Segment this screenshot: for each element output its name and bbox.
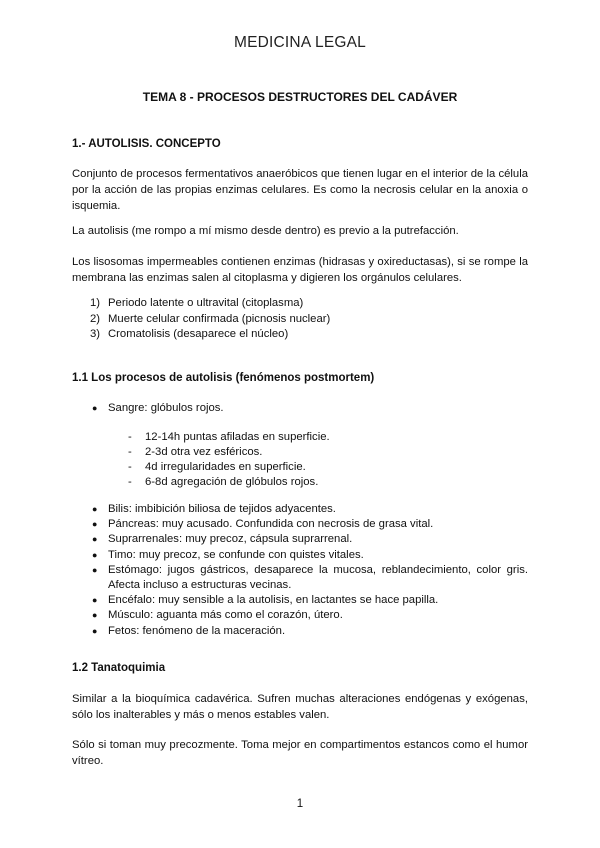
section-1-paragraph-1: Conjunto de procesos fermentativos anaeróbicos que tienen lugar en el interior de la célula por la acción de las propias enzimas celulares. Es como la necrosis celular en la anoxia o isquemia. <box>72 168 528 212</box>
list-item <box>128 460 428 475</box>
list-item <box>92 502 528 517</box>
list-item-text: Estómago: jugos gástricos, desaparece la mucosa, reblandecimiento, color gris. Afecta incluso a estructuras vecinas. <box>108 563 528 592</box>
section-1-paragraph-2: La autolisis (me rompo a mí mismo desde dentro) es previo a la putrefacción. <box>72 225 459 237</box>
list-item <box>92 548 528 563</box>
list-item <box>92 517 528 532</box>
page-number: 1 <box>296 798 304 810</box>
dash-icon: - <box>128 476 132 488</box>
section-1-paragraph-3: Los lisosomas impermeables contienen enzimas (hidrasas y oxireductasas), si se rompe la membrana las enzimas salen al citoplasma y digieren los orgánulos celulares. <box>72 256 528 284</box>
autolysis-phases-list <box>90 296 510 343</box>
list-item-text: 4d irregularidades en superficie. <box>145 461 306 473</box>
bullet-icon: ● <box>92 625 98 636</box>
bullet-icon: ● <box>92 403 98 413</box>
sangre-bullet <box>92 401 528 416</box>
list-item <box>92 401 528 416</box>
list-item <box>92 563 528 593</box>
list-item-text: Encéfalo: muy sensible a la autolisis, en lactantes se hace papilla. <box>108 594 439 607</box>
dash-icon: - <box>128 446 132 458</box>
list-item <box>128 475 428 490</box>
list-item-text: Músculo: aguanta más como el corazón, útero. <box>108 609 343 622</box>
list-item <box>128 430 428 445</box>
bullet-icon: ● <box>92 610 98 621</box>
list-item <box>90 296 510 312</box>
section-1-2-paragraph-2: Sólo si toman muy precozmente. Toma mejor en compartimentos estancos como el humor vítreo. <box>72 739 528 767</box>
section-1-heading: 1.- AUTOLISIS. CONCEPTO <box>72 138 221 150</box>
bullet-icon: ● <box>92 595 98 606</box>
sangre-sublist <box>128 430 428 490</box>
bullet-icon: ● <box>92 564 98 575</box>
list-item-text: Fetos: fenómeno de la maceración. <box>108 624 286 637</box>
list-item-text: Bilis: imbibición biliosa de tejidos adyacentes. <box>108 503 336 515</box>
dash-icon: - <box>128 461 132 473</box>
section-1-2-paragraph-1: Similar a la bioquímica cadavérica. Sufren muchas alteraciones endógenas y exógenas, sólo los inalterables y más o menos estables valen. <box>72 693 528 721</box>
list-number: 1) <box>90 297 101 309</box>
list-item-text: Cromatolisis (desaparece el núcleo) <box>108 328 289 340</box>
bullet-icon: ● <box>92 504 98 514</box>
list-item-text: Sangre: glóbulos rojos. <box>108 402 224 414</box>
list-item-text: Periodo latente o ultravital (citoplasma) <box>108 297 304 309</box>
list-item-text: 12-14h puntas afiladas en superficie. <box>145 431 330 443</box>
list-item-text: Timo: muy precoz, se confunde con quistes vitales. <box>108 548 364 561</box>
list-item <box>92 593 528 608</box>
list-item <box>92 624 528 639</box>
organ-bullet-list <box>92 502 528 639</box>
document-header: MEDICINA LEGAL <box>233 34 366 51</box>
section-1-2-heading: 1.2 Tanatoquimia <box>72 662 166 674</box>
section-1-1-heading: 1.1 Los procesos de autolisis (fenómenos postmortem) <box>72 372 375 384</box>
bullet-icon: ● <box>92 534 98 545</box>
list-item-text: 6-8d agregación de glóbulos rojos. <box>145 476 319 488</box>
list-item <box>92 608 528 623</box>
list-item-text: Suprarrenales: muy precoz, cápsula suprarrenal. <box>108 533 353 546</box>
list-number: 2) <box>90 312 101 325</box>
list-item <box>90 312 510 328</box>
topic-title: TEMA 8 - PROCESOS DESTRUCTORES DEL CADÁVER <box>142 90 458 104</box>
list-item <box>90 327 510 343</box>
list-item <box>92 532 528 547</box>
list-item-text: Muerte celular confirmada (picnosis nuclear) <box>108 312 331 325</box>
dash-icon: - <box>128 431 132 443</box>
list-item <box>128 445 428 460</box>
bullet-icon: ● <box>92 519 98 530</box>
list-item-text: 2-3d otra vez esféricos. <box>145 446 263 458</box>
bullet-icon: ● <box>92 549 98 560</box>
list-number: 3) <box>90 328 101 340</box>
list-item-text: Páncreas: muy acusado. Confundida con necrosis de grasa vital. <box>108 518 434 531</box>
